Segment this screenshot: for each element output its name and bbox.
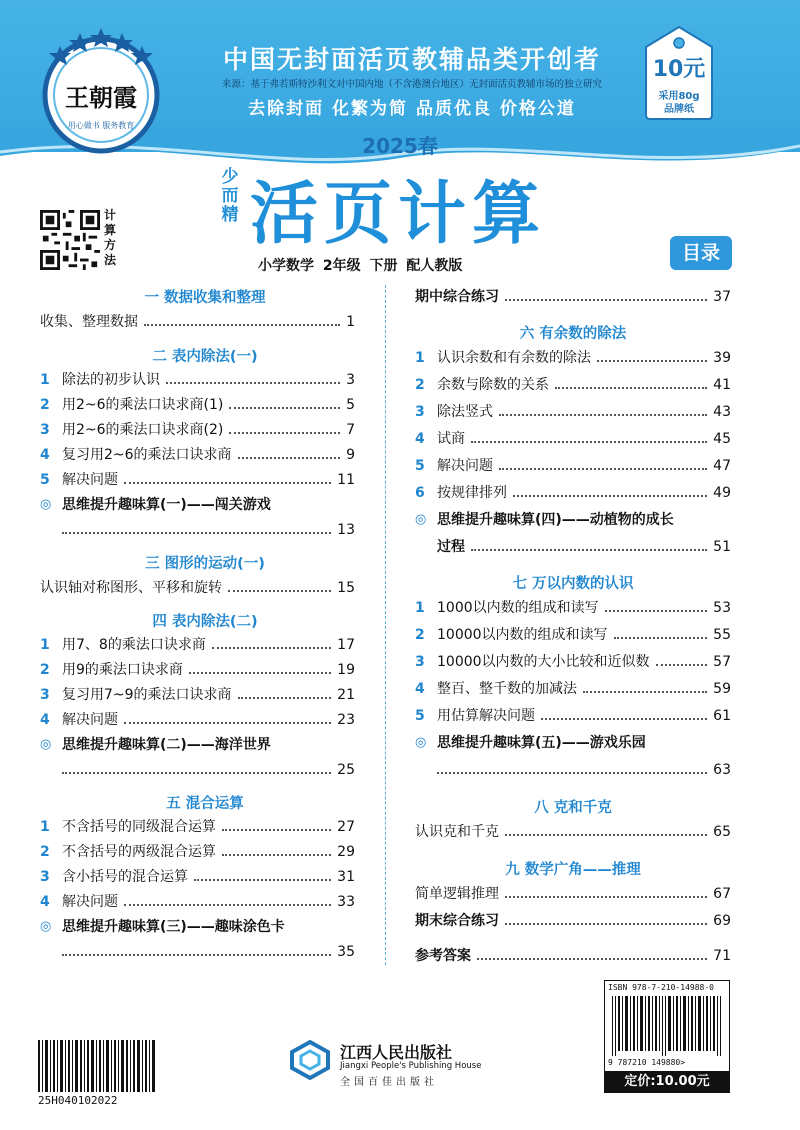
toc-entry[interactable] xyxy=(40,892,355,912)
toc-text: 思维提升趣味算(五)——游戏乐园 xyxy=(437,735,646,751)
toc-entry-fun[interactable] xyxy=(40,917,355,937)
toc-entry[interactable] xyxy=(415,402,731,422)
toc-page: 35 xyxy=(337,944,355,960)
leader-dots xyxy=(228,590,331,592)
toc-page: 13 xyxy=(337,522,355,538)
toc-page: 23 xyxy=(337,712,355,728)
leader-dots xyxy=(62,772,331,774)
section-heading: 四 表内除法(二) xyxy=(152,614,258,630)
toc-entry[interactable] xyxy=(415,706,731,726)
leader-dots xyxy=(505,834,707,836)
toc-entry[interactable] xyxy=(415,375,731,395)
toc-entry[interactable] xyxy=(415,625,731,645)
toc-text: 解决问题 xyxy=(62,472,118,488)
toc-text: 用估算解决问题 xyxy=(437,708,535,724)
toc-num: 3 xyxy=(415,404,425,420)
side-char: 而 xyxy=(221,186,239,206)
toc-text: 解决问题 xyxy=(62,894,118,910)
toc-page: 59 xyxy=(713,681,731,697)
toc-num: 1 xyxy=(415,600,425,616)
toc-text: 过程 xyxy=(437,539,465,555)
toc-page: 41 xyxy=(713,377,731,393)
circle-bullet-icon: ◎ xyxy=(40,737,52,752)
qr-code-icon[interactable] xyxy=(40,210,100,270)
toc-entry[interactable] xyxy=(40,867,355,887)
toc-entry[interactable] xyxy=(40,470,355,490)
section-heading: 八 克和千克 xyxy=(534,800,612,816)
leader-dots xyxy=(477,958,707,960)
toc-entry-fun[interactable] xyxy=(40,735,355,755)
toc-num: 1 xyxy=(40,819,50,835)
toc-entry-answers[interactable] xyxy=(415,946,731,966)
toc-page: 11 xyxy=(337,472,355,488)
toc-text: 思维提升趣味算(一)——闯关游戏 xyxy=(62,497,271,513)
toc-entry-page[interactable] xyxy=(437,760,731,780)
toc-page: 29 xyxy=(337,844,355,860)
toc-text: 期中综合练习 xyxy=(415,289,499,305)
publisher-name: 江西人民出版社 xyxy=(340,1043,453,1062)
book-title: 活页计算 xyxy=(250,175,547,254)
toc-entry[interactable] xyxy=(415,483,731,503)
toc-page: 1 xyxy=(346,314,355,330)
toc-page: 51 xyxy=(713,539,731,555)
leader-dots xyxy=(238,697,332,699)
toc-text: 用9的乘法口诀求商 xyxy=(62,662,183,678)
toc-page: 19 xyxy=(337,662,355,678)
toc-num: 2 xyxy=(415,377,425,393)
toc-entry[interactable] xyxy=(415,598,731,618)
toc-num: 5 xyxy=(40,472,50,488)
leader-dots xyxy=(124,904,331,906)
qr-label-char: 法 xyxy=(104,253,117,267)
leader-dots xyxy=(189,672,331,674)
section-heading: 六 有余数的除法 xyxy=(519,326,627,342)
leader-dots xyxy=(614,637,708,639)
leader-dots xyxy=(437,772,707,774)
circle-bullet-icon: ◎ xyxy=(40,497,52,512)
toc-entry[interactable] xyxy=(40,635,355,655)
leader-dots xyxy=(471,549,707,551)
toc-text: 除法竖式 xyxy=(437,404,493,420)
toc-entry[interactable] xyxy=(415,348,731,368)
leader-dots xyxy=(229,432,340,434)
toc-page: 55 xyxy=(713,627,731,643)
toc-text: 整百、整千数的加减法 xyxy=(437,681,577,697)
subject-line: 小学数学 2年级 下册 配人教版 xyxy=(258,258,463,274)
circle-bullet-icon: ◎ xyxy=(415,735,427,750)
toc-text: 10000以内数的组成和读写 xyxy=(437,627,608,643)
leader-dots xyxy=(222,854,331,856)
toc-text: 复习用2~6的乘法口诀求商 xyxy=(62,447,232,463)
section-heading: 一 数据收集和整理 xyxy=(144,290,266,306)
toc-entry[interactable] xyxy=(40,685,355,705)
toc-page: 5 xyxy=(346,397,355,413)
toc-num: 4 xyxy=(415,681,425,697)
toc-text: 思维提升趣味算(四)——动植物的成长 xyxy=(437,512,674,528)
toc-text: 参考答案 xyxy=(415,948,471,964)
toc-entry[interactable] xyxy=(40,420,355,440)
toc-text: 不含括号的同级混合运算 xyxy=(62,819,216,835)
toc-page: 27 xyxy=(337,819,355,835)
leader-dots xyxy=(499,468,707,470)
leader-dots xyxy=(144,324,340,326)
toc-num: 3 xyxy=(40,869,50,885)
publisher-logo-icon xyxy=(288,1038,332,1082)
toc-text: 解决问题 xyxy=(62,712,118,728)
toc-page: 71 xyxy=(713,948,731,964)
toc-num: 3 xyxy=(40,687,50,703)
toc-text: 试商 xyxy=(437,431,465,447)
toc-page: 9 xyxy=(346,447,355,463)
toc-entry[interactable] xyxy=(415,652,731,672)
toc-text: 10000以内数的大小比较和近似数 xyxy=(437,654,650,670)
tag-paper-weight: 采用80g xyxy=(658,91,700,102)
isbn-barcode xyxy=(612,996,722,1056)
toc-entry-fun[interactable] xyxy=(40,495,355,515)
brand-motto: 用心做书 服务教育 xyxy=(67,121,135,130)
toc-page: 57 xyxy=(713,654,731,670)
toc-entry[interactable] xyxy=(40,445,355,465)
toc-page: 25 xyxy=(337,762,355,778)
leader-dots xyxy=(505,923,707,925)
toc-page: 67 xyxy=(713,886,731,902)
brand-logo-text: 王朝霞 xyxy=(65,83,137,112)
leader-dots xyxy=(583,691,707,693)
leader-dots xyxy=(555,387,707,389)
toc-entry[interactable] xyxy=(40,370,355,390)
toc-entry[interactable] xyxy=(40,660,355,680)
toc-text: 复习用7~9的乘法口诀求商 xyxy=(62,687,232,703)
toc-page: 37 xyxy=(713,289,731,305)
leader-dots xyxy=(222,829,331,831)
values-slogan: 去除封面 化繁为简 品质优良 价格公道 xyxy=(248,99,576,119)
toc-entry-page[interactable] xyxy=(62,520,355,540)
toc-text: 余数与除数的关系 xyxy=(437,377,549,393)
toc-text: 简单逻辑推理 xyxy=(415,886,499,902)
toc-page: 39 xyxy=(713,350,731,366)
toc-entry[interactable] xyxy=(40,842,355,862)
toc-entry-fun[interactable] xyxy=(415,510,731,530)
main-slogan: 中国无封面活页教辅品类开创者 xyxy=(222,45,601,74)
qr-label-char: 方 xyxy=(104,238,117,252)
toc-entry[interactable] xyxy=(415,822,731,842)
toc-entry-page[interactable] xyxy=(62,760,355,780)
toc-entry[interactable] xyxy=(40,312,355,332)
batch-barcode xyxy=(38,1040,156,1092)
toc-text: 1000以内数的组成和读写 xyxy=(437,600,599,616)
price-label: 定价:10.00元 xyxy=(604,1071,730,1093)
toc-entry[interactable] xyxy=(40,817,355,837)
side-char: 少 xyxy=(221,167,239,187)
toc-num: 1 xyxy=(415,350,425,366)
toc-page: 49 xyxy=(713,485,731,501)
toc-page: 31 xyxy=(337,869,355,885)
season-label: 2025春 xyxy=(362,134,438,158)
qr-label-char: 算 xyxy=(104,223,117,237)
leader-dots xyxy=(238,457,341,459)
leader-dots xyxy=(62,532,331,534)
toc-page: 15 xyxy=(337,580,355,596)
section-heading: 七 万以内数的认识 xyxy=(512,576,634,592)
leader-dots xyxy=(499,414,707,416)
toc-num: 3 xyxy=(415,654,425,670)
toc-page: 43 xyxy=(713,404,731,420)
toc-page: 3 xyxy=(346,372,355,388)
toc-num: 5 xyxy=(415,708,425,724)
toc-entry[interactable] xyxy=(415,429,731,449)
toc-num: 3 xyxy=(40,422,50,438)
title-side-text xyxy=(216,168,244,225)
toc-page: 65 xyxy=(713,824,731,840)
circle-bullet-icon: ◎ xyxy=(40,919,52,934)
toc-text: 用2~6的乘法口诀求商(1) xyxy=(62,397,224,413)
toc-page: 17 xyxy=(337,637,355,653)
circle-bullet-icon: ◎ xyxy=(415,512,427,527)
leader-dots xyxy=(656,664,708,666)
toc-num: 1 xyxy=(40,372,50,388)
toc-entry-page[interactable] xyxy=(437,537,731,557)
toc-text: 除法的初步认识 xyxy=(62,372,160,388)
toc-text: 不含括号的两级混合运算 xyxy=(62,844,216,860)
toc-num: 2 xyxy=(40,397,50,413)
side-char: 精 xyxy=(221,205,239,225)
toc-page: 33 xyxy=(337,894,355,910)
toc-entry-midterm[interactable] xyxy=(415,287,731,307)
tag-price: 10元 xyxy=(652,57,706,82)
qr-label-char: 计 xyxy=(104,208,117,222)
publisher-subtitle: 全国百佳出版社 xyxy=(340,1077,438,1088)
toc-num: 4 xyxy=(415,431,425,447)
leader-dots xyxy=(166,382,340,384)
toc-text: 按规律排列 xyxy=(437,485,507,501)
toc-entry[interactable] xyxy=(40,578,355,598)
toc-page: 63 xyxy=(713,762,731,778)
toc-page: 47 xyxy=(713,458,731,474)
source-note: 来源：基于弗若斯特沙利文对中国内地（不含港澳台地区）无封面活页教辅市场的独立研究 xyxy=(221,79,602,90)
section-heading: 五 混合运算 xyxy=(166,796,244,812)
toc-page: 21 xyxy=(337,687,355,703)
toc-num: 2 xyxy=(415,627,425,643)
toc-entry[interactable] xyxy=(40,710,355,730)
leader-dots xyxy=(212,647,331,649)
toc-entry[interactable] xyxy=(415,456,731,476)
toc-text: 期末综合练习 xyxy=(415,913,499,929)
toc-page: 7 xyxy=(346,422,355,438)
leader-dots xyxy=(124,722,331,724)
toc-num: 4 xyxy=(40,894,50,910)
section-heading: 九 数学广角——推理 xyxy=(505,862,641,878)
toc-page: 53 xyxy=(713,600,731,616)
toc-text: 认识克和千克 xyxy=(415,824,499,840)
toc-entry[interactable] xyxy=(415,679,731,699)
toc-text: 认识余数和有余数的除法 xyxy=(437,350,591,366)
leader-dots xyxy=(505,299,707,301)
toc-num: 4 xyxy=(40,712,50,728)
toc-text: 思维提升趣味算(三)——趣味涂色卡 xyxy=(62,919,285,935)
toc-page: 69 xyxy=(713,913,731,929)
toc-text: 用2~6的乘法口诀求商(2) xyxy=(62,422,224,438)
leader-dots xyxy=(194,879,331,881)
column-divider xyxy=(385,285,386,965)
toc-num: 1 xyxy=(40,637,50,653)
tag-paper-brand: 品牌纸 xyxy=(664,104,694,115)
toc-entry-page[interactable] xyxy=(62,942,355,962)
toc-text: 含小括号的混合运算 xyxy=(62,869,188,885)
leader-dots xyxy=(597,360,707,362)
toc-num: 5 xyxy=(415,458,425,474)
isbn-digits: 9 787210 149880> xyxy=(608,1058,686,1067)
contents-badge: 目录 xyxy=(670,236,732,270)
leader-dots xyxy=(605,610,708,612)
leader-dots xyxy=(505,896,707,898)
leader-dots xyxy=(541,718,707,720)
toc-num: 2 xyxy=(40,662,50,678)
toc-page: 61 xyxy=(713,708,731,724)
toc-entry-final[interactable] xyxy=(415,911,731,931)
section-heading: 三 图形的运动(一) xyxy=(145,556,265,572)
qr-label xyxy=(104,208,122,268)
leader-dots xyxy=(513,495,707,497)
toc-page: 45 xyxy=(713,431,731,447)
toc-num: 6 xyxy=(415,485,425,501)
toc-num: 4 xyxy=(40,447,50,463)
toc-entry-fun[interactable] xyxy=(415,733,731,753)
toc-text: 认识轴对称图形、平移和旋转 xyxy=(40,580,222,596)
publisher-name-en: Jiangxi People's Publishing House xyxy=(340,1061,482,1071)
toc-num: 2 xyxy=(40,844,50,860)
leader-dots xyxy=(62,954,331,956)
toc-entry[interactable] xyxy=(415,884,731,904)
leader-dots xyxy=(229,407,340,409)
toc-text: 解决问题 xyxy=(437,458,493,474)
batch-code: 25H040102022 xyxy=(38,1094,118,1107)
leader-dots xyxy=(124,482,331,484)
section-heading: 二 表内除法(一) xyxy=(152,349,258,365)
toc-text: 思维提升趣味算(二)——海洋世界 xyxy=(62,737,271,753)
toc-entry[interactable] xyxy=(40,395,355,415)
toc-text: 用7、8的乘法口诀求商 xyxy=(62,637,206,653)
leader-dots xyxy=(471,441,707,443)
toc-text: 收集、整理数据 xyxy=(40,314,138,330)
isbn-text: ISBN 978-7-210-14988-0 xyxy=(608,983,714,992)
